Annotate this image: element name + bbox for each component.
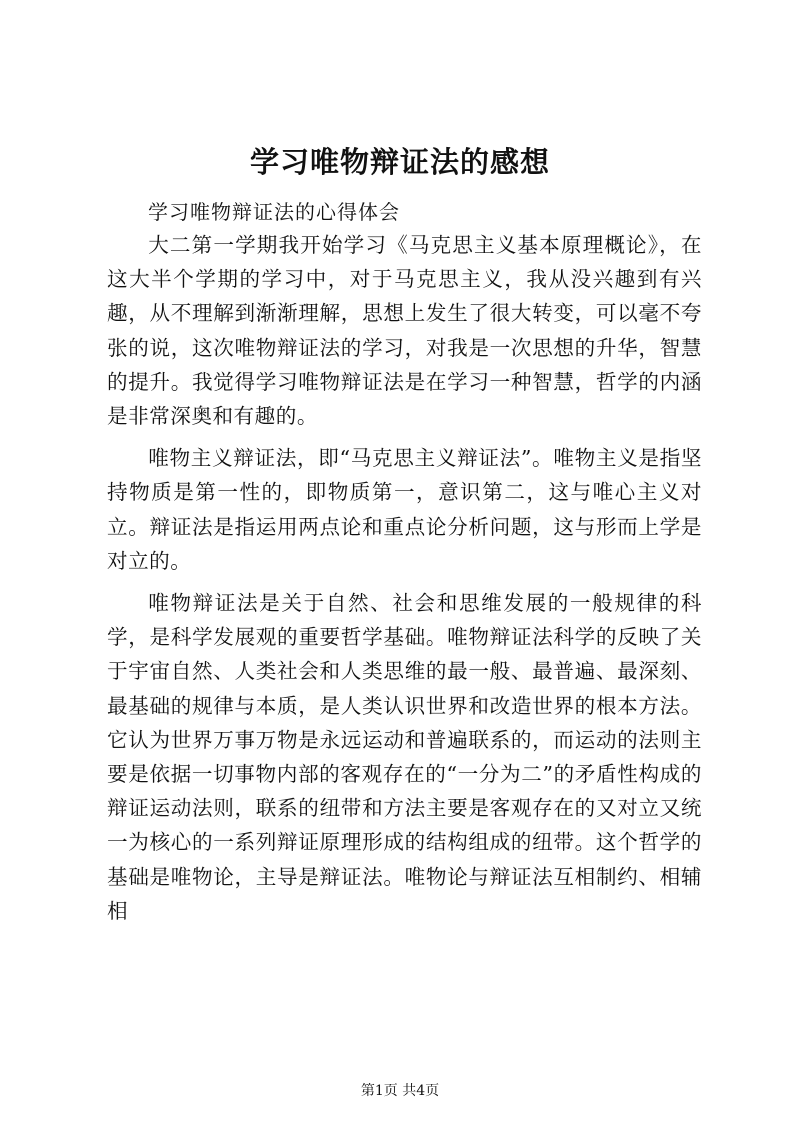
document-subtitle: 学习唯物辩证法的心得体会 [148,200,400,224]
paragraph: 唯物主义辩证法，即“马克思主义辩证法”。唯物主义是指坚持物质是第一性的，即物质第一，意识第二，这与唯心主义对立。辩证法是指运用两点论和重点论分析问题，这与形而上学是对立的。 [107,446,702,573]
page-title: 学习唯物辩证法的感想 [249,145,550,179]
document-body [107,228,702,936]
paragraph: 大二第一学期我开始学习《马克思主义基本原理概论》，在这大半个学期的学习中，对于马克思主义，我从没兴趣到有兴趣，从不理解到渐渐理解，思想上发生了很大转变，可以毫不夸张的说，这次唯物辩证法的学习，对我是一次思想的升华，智慧的提升。我觉得学习唯物辩证法是在学习一种智慧，哲学的内涵是非常深奥和有趣的。 [107,233,702,429]
page-footer: 第1页 共4页 [360,1083,440,1099]
paragraph: 唯物辩证法是关于自然、社会和思维发展的一般规律的科学，是科学发展观的重要哲学基础。唯物辩证法科学的反映了关于宇宙自然、人类社会和人类思维的最一般、最普遍、最深刻、最基础的规律与本质，是人类认识世界和改造世界的根本方法。它认为世界万事万物是永远运动和普遍联系的，而运动的法则主要是依据一切事物内部的客观存在的“一分为二”的矛盾性构成的辩证运动法则，联系的纽带和方法主要是客观存在的又对立又统一为核心的一系列辩证原理形成的结构组成的纽带。这个哲学的基础是唯物论，主导是辩证法。唯物论与辩证法互相制约、相辅相 [107,591,702,923]
